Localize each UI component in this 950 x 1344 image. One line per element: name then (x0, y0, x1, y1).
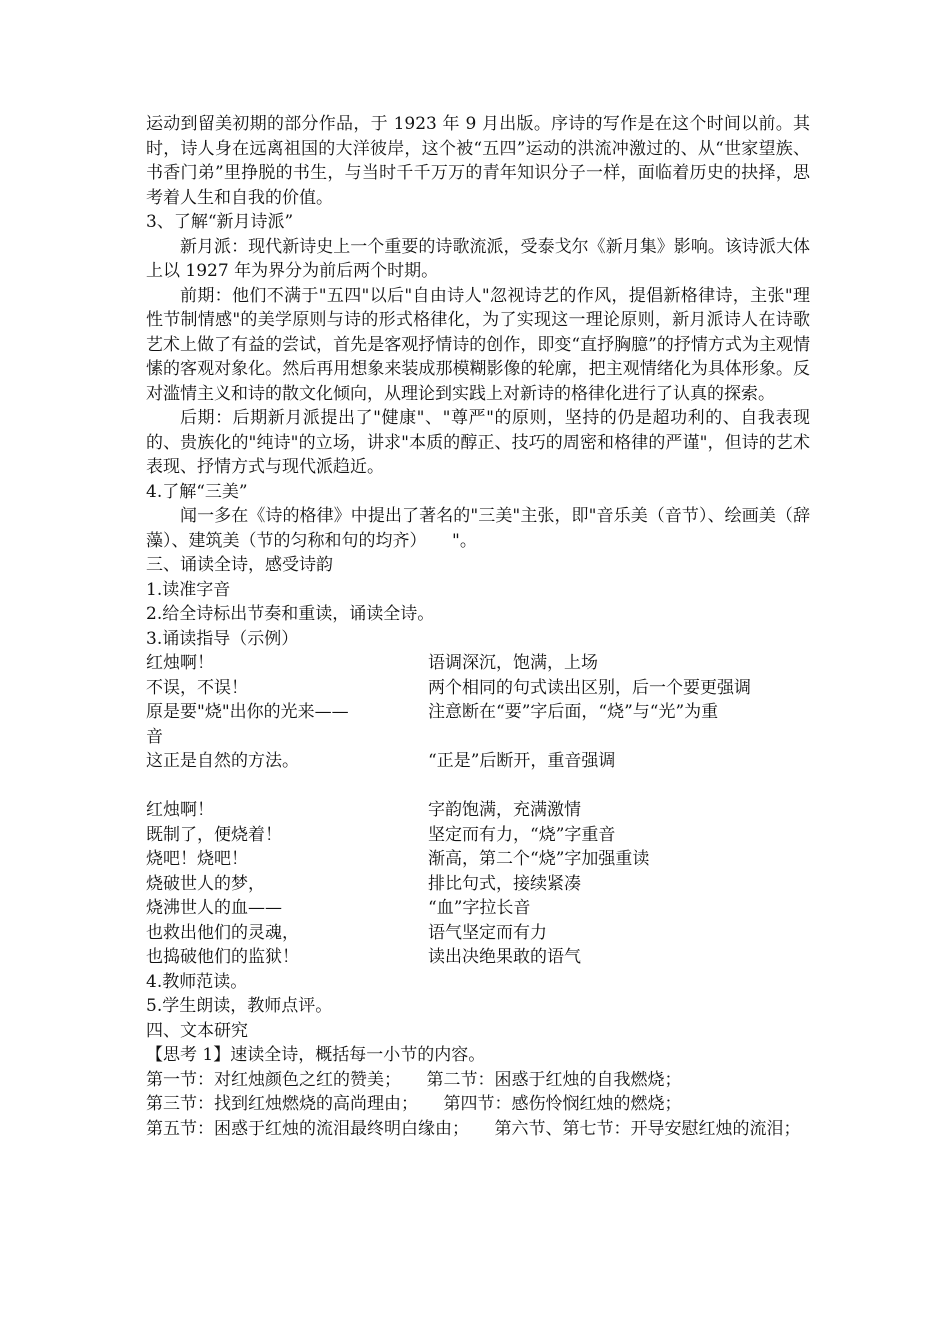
poem-line: 红烛啊！ (146, 800, 214, 820)
list-item: 5.学生朗读，教师点评。 (146, 996, 333, 1016)
xinyue-late-period: 后期：后期新月派提出了"健康"、"尊严"的原则，坚持的仍是超功利的、自我表现的、贵族化的"纯诗"的立场，讲求"本质的醇正、技巧的周密和格律的严谨"，但诗的艺术表现、抒情方式与现代派趋近。 (146, 408, 810, 477)
blank-line (146, 774, 810, 799)
guide-row (146, 676, 810, 701)
guide-row (146, 651, 810, 676)
reading-note: 注意断在“要”字后面，“烧”与“光”为重 (428, 702, 719, 722)
sanmei-paragraph: 闻一多在《诗的格律》中提出了著名的"三美"主张，即"音乐美（音节）、绘画美（辞藻）、建筑美（节的匀称和句的均齐） "。 (146, 506, 810, 551)
reading-note: 两个相同的句式读出区别，后一个要更强调 (428, 677, 751, 698)
poem-line: 红烛啊！ (146, 653, 214, 673)
poem-line: 也救出他们的灵魂， (146, 922, 299, 943)
document-page (146, 112, 810, 1141)
guide-row (146, 798, 810, 823)
reading-note: 排比句式，接续紧凑 (428, 873, 581, 894)
poem-line: 不误，不误！ (146, 677, 248, 698)
intro-paragraph: 运动到留美初期的部分作品，于 1923 年 9 月出版。序诗的写作是在这个时间以前。其时，诗人身在远离祖国的大洋彼岸，这个被“五四”运动的洪流冲激过的、从“世家望族、书香门弟”里挣脱的书生，与当时千千万万的青年知识分子一样，面临着历史的抉择，思考着人生和自我的价值。 (146, 114, 810, 208)
xinyue-definition: 新月派：现代新诗史上一个重要的诗歌流派，受泰戈尔《新月集》影响。该诗派大体上以 1927 年为界分为前后两个时期。 (146, 236, 810, 281)
reading-note: 渐高，第二个“烧”字加强重读 (428, 849, 650, 869)
guide-row (146, 921, 810, 946)
guide-row (146, 945, 810, 970)
reading-note: 读出决绝果敢的语气 (428, 947, 581, 967)
list-item: 1.读准字音 (146, 579, 231, 600)
part4-heading: 四、文本研究 (146, 1020, 248, 1041)
reading-note: 字韵饱满，充满激情 (428, 800, 581, 820)
part3-heading: 三、诵读全诗，感受诗韵 (146, 555, 333, 575)
poem-line: 这正是自然的方法。 (146, 751, 299, 771)
list-item: 3.诵读指导（示例） (146, 628, 299, 649)
poem-line: 烧吧！烧吧！ (146, 849, 248, 869)
guide-row (146, 872, 810, 897)
reading-note: 语气坚定而有力 (428, 922, 547, 943)
guide-row (146, 823, 810, 848)
stanza-summary: 第五节：困惑于红烛的流泪最终明白缘由； 第六节、第七节：开导安慰红烛的流泪； (146, 1118, 801, 1139)
guide-row (146, 700, 810, 725)
stanza-summary: 第一节：对红烛颜色之红的赞美； 第二节：困惑于红烛的自我燃烧； (146, 1069, 682, 1090)
wrapped-note-tail: 音 (146, 726, 163, 747)
list-item: 4.教师范读。 (146, 971, 248, 992)
poem-line: 也捣破他们的监狱！ (146, 947, 299, 967)
reading-note: “血”字拉长音 (428, 898, 531, 918)
reading-guide-table (146, 651, 810, 970)
poem-line: 烧破世人的梦， (146, 873, 265, 894)
xinyue-early-period: 前期：他们不满于"五四"以后"自由诗人"忽视诗艺的作风，提倡新格律诗，主张"理性节制情感"的美学原则与诗的形式格律化，为了实现这一理论原则，新月派诗人在诗歌艺术上做了有益的尝试，首先是客观抒情诗的创作，即变“直抒胸臆”的抒情方式为主观情愫的客观对象化。然后再用想象来装成那模糊影像的轮廓，把主观情绪化为具体形象。反对滥情主义和诗的散文化倾向，从理论到实践上对新诗的格律化进行了认真的探索。 (146, 285, 810, 404)
reading-note: 坚定而有力，“烧”字重音 (428, 824, 616, 845)
poem-line: 原是要"烧"出你的光来—— (146, 702, 349, 722)
poem-line: 烧沸世人的血—— (146, 898, 282, 918)
reading-note: 语调深沉，饱满，上场 (428, 653, 598, 673)
reading-note: “正是”后断开，重音强调 (428, 751, 616, 771)
list-item: 2.给全诗标出节奏和重读，诵读全诗。 (146, 604, 435, 624)
poem-line: 既制了，便烧着！ (146, 824, 282, 845)
section-heading-xinyue: 3、了解“新月诗派” (146, 212, 294, 232)
guide-row (146, 847, 810, 872)
guide-row (146, 896, 810, 921)
section-heading-sanmei: 4.了解“三美” (146, 481, 248, 502)
stanza-summary: 第三节：找到红烛燃烧的高尚理由； 第四节：感伤怜悯红烛的燃烧； (146, 1094, 682, 1114)
think-question: 【思考 1】速读全诗，概括每一小节的内容。 (146, 1045, 486, 1065)
guide-row (146, 749, 810, 774)
